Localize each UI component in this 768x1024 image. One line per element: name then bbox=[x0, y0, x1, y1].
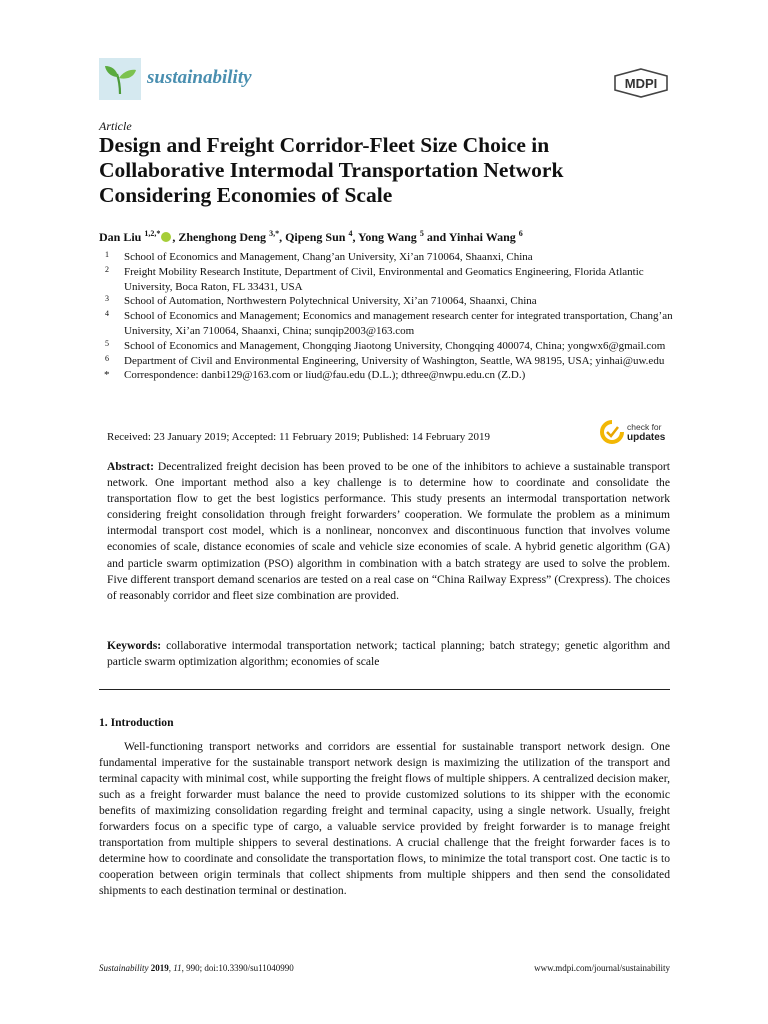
footer-doi: , 990; doi:10.3390/su11040990 bbox=[181, 963, 294, 973]
section-paragraph: Well-functioning transport networks and corridors are essential for sustainable transport network design. One fundamental imperative for the sustainable transport network design is maximizing the utilization of the transport and terminal capacity with minimal cost, while supporting the freight flows of multiple shippers. A centralized decision maker, such as a freight forwarder must balance the need to provide customized solutions to its shipper with the economic benefits of maximizing consolidation regarding freight and terminal capacity, using a single network. Usually, freight forwarders focus on a specific type of cargo, a valuable service provided by freight forwarder is to manage freight transportation from multiple shippers to several destinations. A crucial challenge that the freight forwarder faces is to determine how to coordinate and consolidate the transportation flows, to minimize the total transport cost. One tactic is to cooperation between origin terminals that collect shipments from multiple shippers and then send the consolidated shipments to each destination terminal or destination. bbox=[99, 740, 670, 897]
journal-name[interactable]: sustainability bbox=[147, 67, 252, 88]
author-affiliation-marks: 1,2,* bbox=[144, 229, 161, 238]
keywords bbox=[107, 638, 670, 670]
footer-journal: Sustainability bbox=[99, 963, 149, 973]
author-name[interactable]: Dan Liu bbox=[99, 230, 142, 244]
affiliation-item: 4 School of Economics and Management; Economics and management research center for integrated transportation, Chang’an University, Xi’an 710064, Shaanxi, China; sunqip2003@163.com bbox=[105, 309, 673, 337]
affiliation-item: 6 Department of Civil and Environmental Engineering, University of Washington, Seattle, WA 98195, USA; yinhai@uw.edu bbox=[105, 353, 665, 367]
check-for-updates-button[interactable] bbox=[600, 420, 670, 446]
journal-logo bbox=[99, 58, 141, 100]
citation-footer: Sustainability 2019, 11, 990; doi:10.3390/su11040990 bbox=[99, 963, 294, 973]
author-affiliation-marks: 4 bbox=[348, 229, 353, 238]
section-heading: 1. Introduction bbox=[99, 716, 174, 729]
journal-url-link[interactable]: www.mdpi.com/journal/sustainability bbox=[534, 963, 670, 973]
author-name[interactable]: Yong Wang bbox=[358, 230, 417, 244]
author-affiliation-marks: 3,* bbox=[269, 229, 280, 238]
affiliation-list bbox=[99, 250, 679, 383]
keywords-text: collaborative intermodal transportation network; tactical planning; batch strategy; genetic algorithm and particle swarm optimization algorithm; economies of scale bbox=[107, 639, 670, 669]
orcid-icon[interactable] bbox=[161, 232, 171, 242]
author-name[interactable]: Qipeng Sun bbox=[285, 230, 346, 244]
publication-dates: Received: 23 January 2019; Accepted: 11 February 2019; Published: 14 February 2019 bbox=[107, 431, 490, 443]
author-name[interactable]: Zhenghong Deng bbox=[178, 230, 267, 244]
keywords-label: Keywords: bbox=[107, 639, 162, 652]
divider bbox=[99, 689, 670, 690]
leaf-sprout-icon bbox=[99, 58, 141, 100]
check-updates-line1: check for bbox=[627, 422, 662, 432]
abstract bbox=[107, 459, 670, 604]
check-updates-icon bbox=[600, 420, 624, 444]
article-title: Design and Freight Corridor-Fleet Size Choice in Collaborative Intermodal Transportation Network Considering Economies of Scale bbox=[99, 133, 564, 207]
author-affiliation-marks: 6 bbox=[518, 229, 523, 238]
publisher-logo[interactable] bbox=[613, 68, 669, 98]
abstract-text: Decentralized freight decision has been proved to be one of the inhibitors to achieve a sustainable transport network. One important method also a key challenge is to determine how to coordinate and consolidate the transportation flow to get the best logistics performance. This study presents an intermodal transportation network considering freight consolidation through freight forwarders’ cooperation. We formulate the problem as a minimum intermodal transport cost model, which is a nonlinear, nonconvex and discontinuous function that involves volume economies of scale, distance economies of scale and vehicle size economies of scale. A hybrid genetic algorithm (GA) and particle swarm optimization (PSO) algorithm in combination with a batch strategy are used to solve the problem. Five different transport demand scenarios are tested on a real case on “China Railway Express” (Crexpress). The choices of reasonably corridor and fleet size combination are provided. bbox=[107, 460, 670, 602]
abstract-label: Abstract: bbox=[107, 460, 155, 473]
article-type: Article bbox=[99, 119, 132, 133]
author-affiliation-marks: 5 bbox=[419, 229, 424, 238]
publisher-name: MDPI bbox=[624, 76, 658, 91]
check-updates-line2: updates bbox=[627, 432, 666, 443]
footer-year: 2019 bbox=[150, 963, 169, 973]
correspondence: * Correspondence: danbi129@163.com or liud@fau.edu (D.L.); dthree@nwpu.edu.cn (Z.D.) bbox=[104, 369, 526, 382]
affiliation-item: 3 School of Automation, Northwestern Polytechnical University, Xi’an 710064, Shaanxi, China bbox=[105, 294, 537, 308]
author-list: Dan Liu $^{1,2,*}$ , Zhenghong Deng $^{3,*}$, Qipeng Sun $^4$, Yong Wang $^5$ and Yinhai Wang $^6$ bbox=[99, 229, 523, 244]
footer-volume: 11 bbox=[173, 963, 182, 973]
affiliation-item: 2 Freight Mobility Research Institute, Department of Civil, Environmental and Geomatics Engineering, Florida Atlantic University, Boca Raton, FL 33431, USA bbox=[105, 264, 644, 293]
affiliation-item: 1 School of Economics and Management, Chang’an University, Xi’an 710064, Shaanxi, China bbox=[105, 250, 533, 263]
author-name[interactable]: Yinhai Wang bbox=[448, 230, 516, 244]
affiliation-item: 5 School of Economics and Management, Chongqing Jiaotong University, Chongqing 400074, China; yongwx6@gmail.com bbox=[105, 338, 666, 352]
